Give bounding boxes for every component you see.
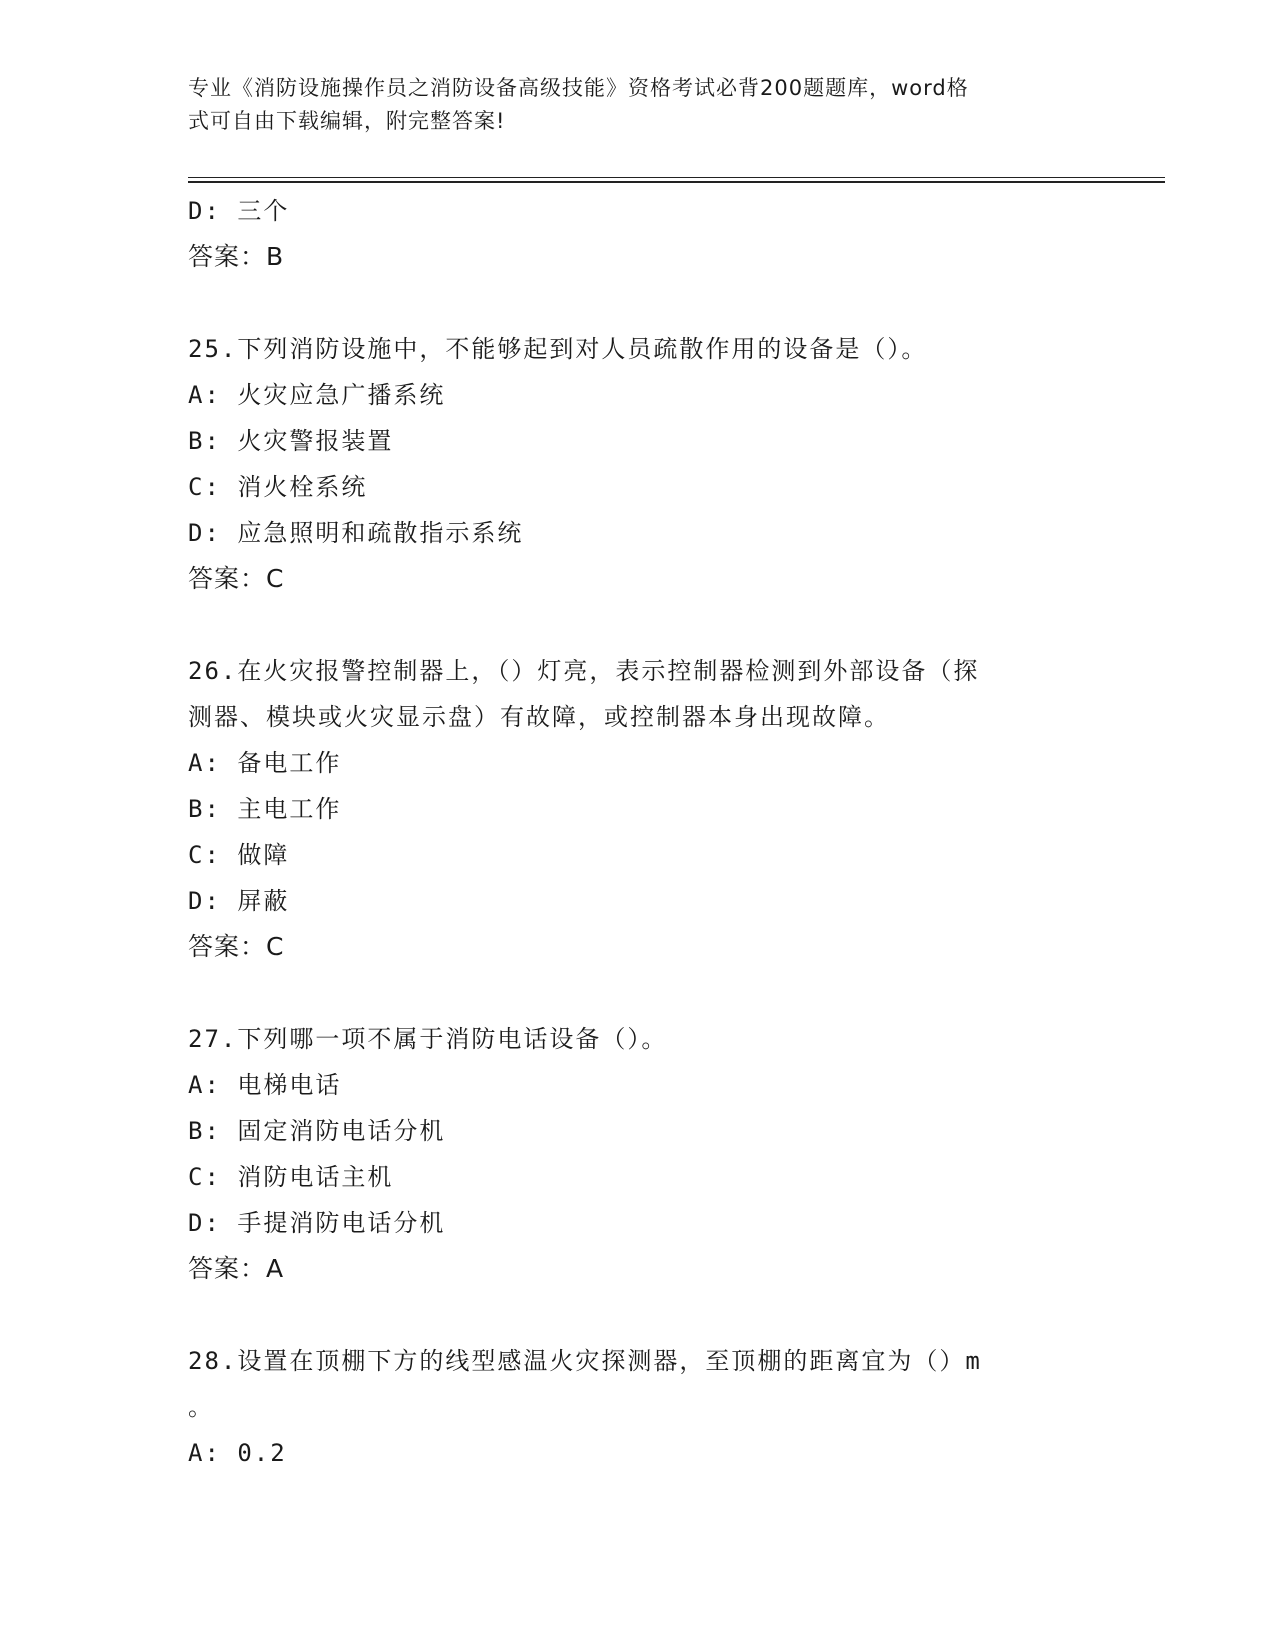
option-a: A: 电梯电话 (188, 1071, 342, 1099)
option-a: A: 0.2 (188, 1439, 287, 1467)
header-divider-thick (188, 181, 1165, 183)
question-stem-line-1: 28.设置在顶棚下方的线型感温火灾探测器，至顶棚的距离宜为（）m (188, 1347, 982, 1375)
answer: 答案：B (188, 242, 285, 271)
option-c: C: 消火栓系统 (188, 473, 368, 501)
option-b: B: 固定消防电话分机 (188, 1117, 446, 1145)
question-25 (188, 326, 1088, 602)
question-stem-line-2: 测器、模块或火灾显示盘）有故障，或控制器本身出现故障。 (188, 703, 890, 731)
spacer (188, 970, 1088, 1016)
question-26 (188, 648, 1088, 970)
question-stem: 27.下列哪一项不属于消防电话设备（）。 (188, 1025, 668, 1053)
header-line-1: 专业《消防设施操作员之消防设备高级技能》资格考试必背200题题库，word格 (188, 76, 969, 100)
answer: 答案：C (188, 932, 285, 961)
spacer (188, 1292, 1088, 1338)
option-d: D: 屏蔽 (188, 887, 290, 915)
option-b: B: 主电工作 (188, 795, 342, 823)
document-header (188, 72, 1068, 138)
option-d: D: 应急照明和疏散指示系统 (188, 519, 524, 547)
spacer (188, 280, 1088, 326)
question-27 (188, 1016, 1088, 1292)
option-d: D: 手提消防电话分机 (188, 1209, 446, 1237)
header-divider-thin (188, 177, 1165, 178)
question-stem-line-2: 。 (188, 1393, 214, 1421)
header-line-2: 式可自由下载编辑，附完整答案! (188, 109, 506, 133)
answer: 答案：C (188, 564, 285, 593)
answer: 答案：A (188, 1254, 285, 1283)
option-a: A: 火灾应急广播系统 (188, 381, 446, 409)
spacer (188, 602, 1088, 648)
question-list (188, 188, 1088, 1476)
option-c: C: 消防电话主机 (188, 1163, 394, 1191)
question-stem-line-1: 26.在火灾报警控制器上，（）灯亮，表示控制器检测到外部设备（探 (188, 657, 980, 685)
option-d: D: 三个 (188, 197, 290, 225)
option-b: B: 火灾警报装置 (188, 427, 394, 455)
question-stem: 25.下列消防设施中，不能够起到对人员疏散作用的设备是（）。 (188, 335, 928, 363)
option-c: C: 做障 (188, 841, 290, 869)
option-a: A: 备电工作 (188, 749, 342, 777)
question-28 (188, 1338, 1088, 1476)
previous-question-tail (188, 188, 1088, 280)
